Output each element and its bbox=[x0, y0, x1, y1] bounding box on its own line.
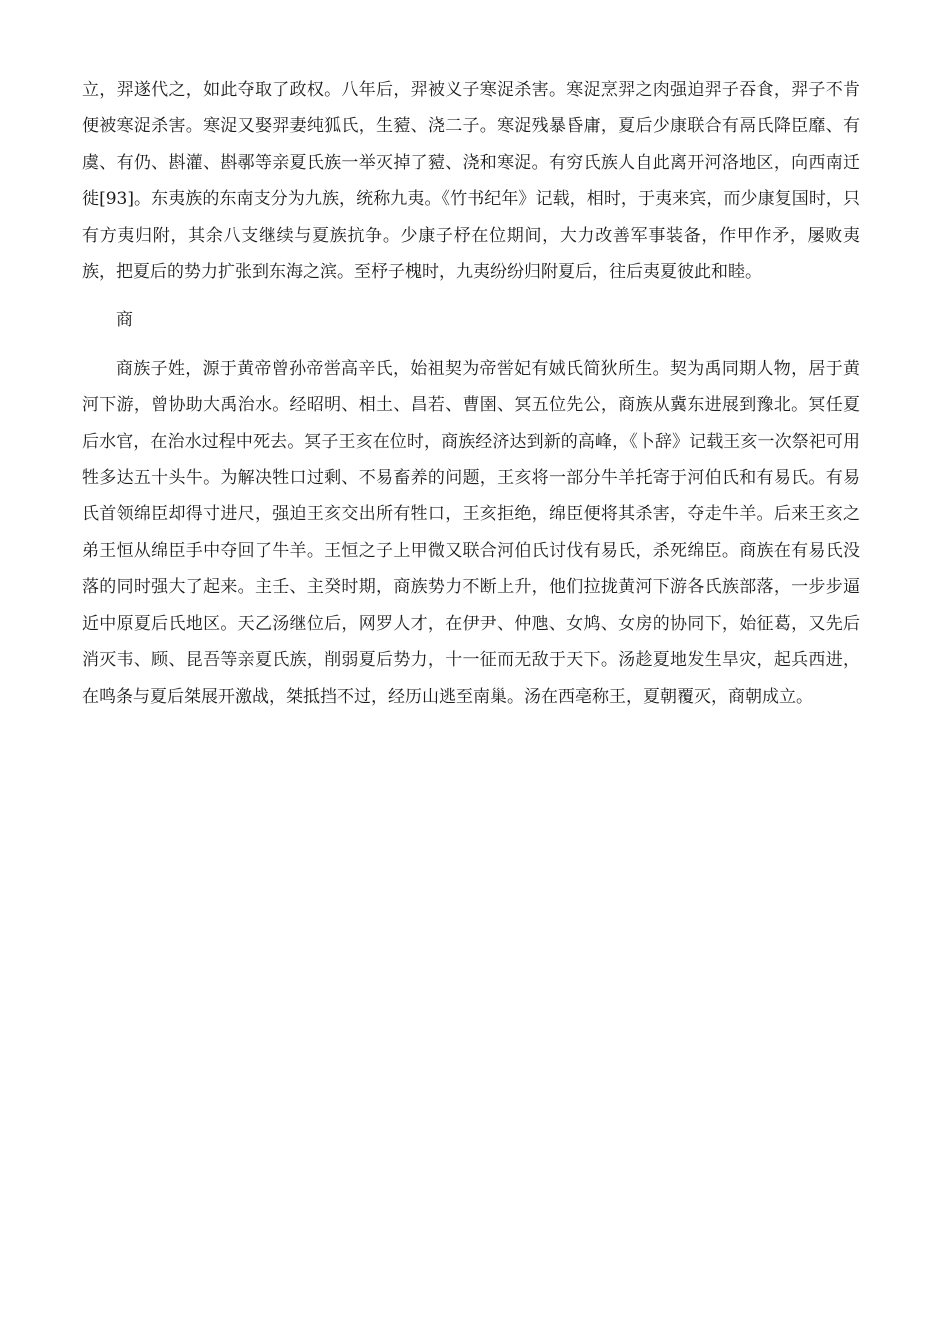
body-paragraph-xia-continued: 立，羿遂代之，如此夺取了政权。八年后，羿被义子寒浞杀害。寒浞烹羿之肉强迫羿子吞食，羿子不肯便被寒浞杀害。寒浞又娶羿妻纯狐氏，生豷、浇二子。寒浞残暴昏庸，夏后少康联合有鬲氏降臣靡、有虞、有仍、斟灌、斟鄩等亲夏氏族一举灭掉了豷、浇和寒浞。有穷氏族人自此离开河洛地区，向西南迁徙[93]。东夷族的东南支分为九族，统称九夷。《竹书纪年》记载，相时，于夷来宾，而少康复国时，只有方夷归附，其余八支继续与夏族抗争。少康子杼在位期间，大力改善军事装备，作甲作矛，屡败夷族，把夏后的势力扩张到东海之滨。至杼子槐时，九夷纷纷归附夏后，往后夷夏彼此和睦。 bbox=[82, 80, 860, 283]
section-heading-shang: 商 bbox=[116, 310, 133, 331]
body-paragraph-shang: 商族子姓，源于黄帝曾孙帝喾高辛氏，始祖契为帝喾妃有娀氏简狄所生。契为禹同期人物，居于黄河下游，曾协助大禹治水。经昭明、相土、昌若、曹圉、冥五位先公，商族从冀东进展到豫北。冥任夏后水官，在治水过程中死去。冥子王亥在位时，商族经济达到新的高峰，《卜辞》记载王亥一次祭祀可用牲多达五十头牛。为解决牲口过剩、不易畜养的问题，王亥将一部分牛羊托寄于河伯氏和有易氏。有易氏首领绵臣却得寸进尺，强迫王亥交出所有牲口，王亥拒绝，绵臣便将其杀害，夺走牛羊。后来王亥之弟王恒从绵臣手中夺回了牛羊。王恒之子上甲微又联合河伯氏讨伐有易氏，杀死绵臣。商族在有易氏没落的同时强大了起来。主壬、主癸时期，商族势力不断上升，他们拉拢黄河下游各氏族部落，一步步逼近中原夏后氏地区。天乙汤继位后，网罗人才，在伊尹、仲虺、女鸠、女房的协同下，始征葛，又先后消灭韦、顾、昆吾等亲夏氏族，削弱夏后势力，十一征而无敌于天下。汤趁夏地发生旱灾，起兵西进，在鸣条与夏后桀展开激战，桀抵挡不过，经历山逃至南巢。汤在西亳称王，夏朝覆灭，商朝成立。 bbox=[82, 358, 860, 707]
document-page bbox=[82, 72, 860, 715]
